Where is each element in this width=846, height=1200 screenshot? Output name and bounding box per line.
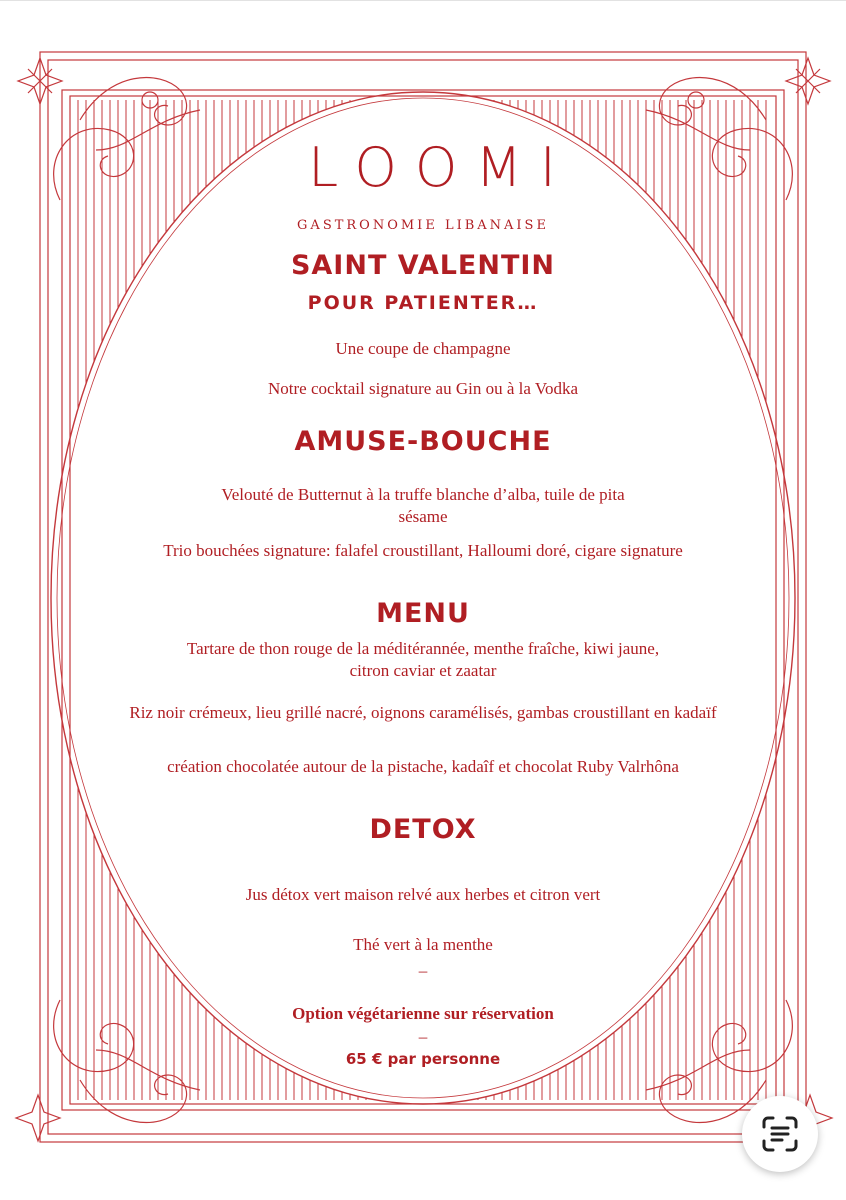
- menu-item: Tartare de thon rouge de la méditérannée, menthe fraîche, kiwi jaune,: [186, 639, 660, 658]
- section-title-detox: DETOX: [369, 814, 477, 845]
- menu-item: Velouté de Butternut à la truffe blanche d’alba, tuile de pita: [221, 485, 625, 504]
- brand-logo: LOOMI: [308, 136, 574, 199]
- menu-item: Thé vert à la menthe: [353, 935, 493, 954]
- section-title-amuse-bouche: AMUSE-BOUCHE: [294, 426, 552, 457]
- text-scan-button[interactable]: [742, 1096, 818, 1172]
- menu-item: citron caviar et zaatar: [349, 661, 497, 680]
- price: 65 € par personne: [345, 1050, 501, 1068]
- star-top-right-icon: [786, 58, 830, 104]
- text-scan-icon: [760, 1114, 800, 1154]
- section-title-menu: MENU: [376, 598, 470, 629]
- separator: –: [418, 961, 428, 980]
- menu-item: Une coupe de champagne: [335, 339, 511, 358]
- menu-item: Notre cocktail signature au Gin ou à la Vodka: [267, 379, 578, 398]
- section-title-patienter: POUR PATIENTER…: [307, 292, 539, 314]
- event-title: SAINT VALENTIN: [290, 250, 556, 281]
- menu-item: sésame: [398, 507, 448, 526]
- menu-item: Jus détox vert maison relvé aux herbes et citron vert: [245, 885, 601, 904]
- separator: –: [418, 1027, 428, 1046]
- menu-item: Trio bouchées signature: falafel croustillant, Halloumi doré, cigare signature: [163, 541, 683, 560]
- menu-item: Riz noir crémeux, lieu grillé nacré, oignons caramélisés, gambas croustillant en kadaïf: [129, 703, 717, 722]
- vegetarian-option: Option végétarienne sur réservation: [292, 1004, 554, 1023]
- menu-item: création chocolatée autour de la pistache, kadaîf et chocolat Ruby Valrhôna: [167, 757, 679, 776]
- tagline: GASTRONOMIE LIBANAISE: [297, 218, 549, 233]
